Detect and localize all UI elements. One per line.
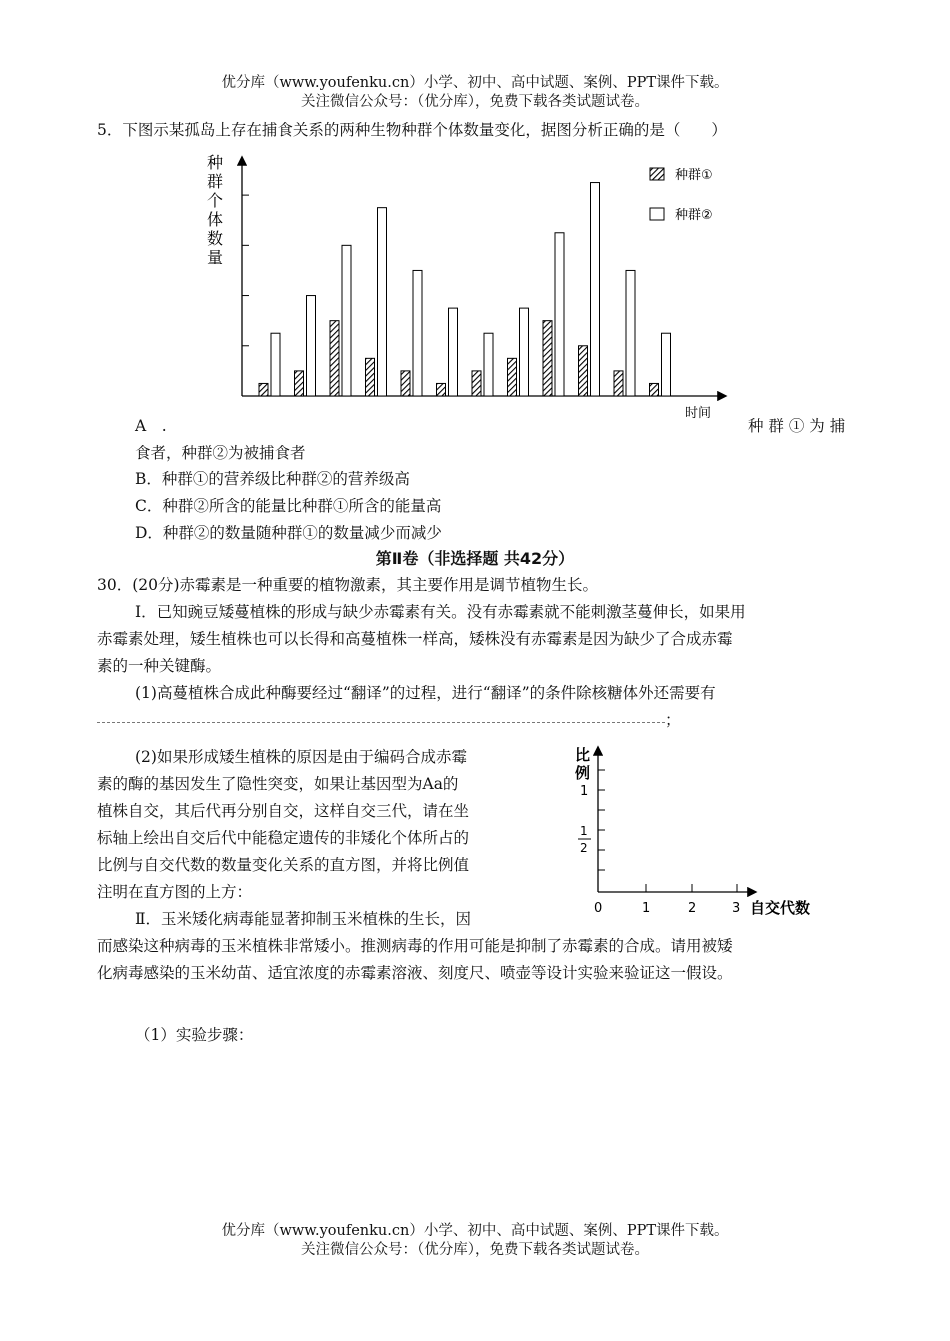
axis2-x-tick-0: 0: [594, 901, 603, 916]
legend-label-1: 种群①: [675, 168, 713, 183]
q30-sub2-line6: 注明在直方图的上方：: [97, 883, 253, 901]
legend-label-2: 种群②: [675, 208, 713, 223]
axis2-tick-half-num: 1: [580, 824, 588, 838]
bar-series2-5: [413, 270, 422, 396]
q30-part1-line2: 赤霉素处理，矮生植株也可以长得和高蔓植株一样高，矮株没有赤霉素是因为缺少了合成赤霉: [97, 630, 733, 648]
footer-line-2: 关注微信公众号：（优分库），免费下载各类试题试卷。: [301, 1242, 649, 1258]
axis2-ylabel-1: 比: [575, 746, 591, 764]
bar-series2-9: [555, 233, 564, 396]
q5-option-d: D．种群②的数量随种群①的数量减少而减少: [135, 524, 442, 542]
q30-sub2-line4: 标轴上绘出自交后代中能稳定遗传的非矮化个体所占的: [97, 829, 470, 847]
bar-series2-6: [449, 308, 458, 396]
bar-series2-3: [342, 245, 351, 396]
bar-series2-7: [484, 333, 493, 396]
bar-series1-10: [579, 346, 588, 396]
q30-sub1: (1)高蔓植株合成此种酶要经过“翻译”的过程，进行“翻译”的条件除核糖体外还需要有: [135, 684, 716, 702]
y-axis-label-char: 量: [207, 248, 224, 267]
axis2-tick-half-den: 2: [580, 841, 588, 855]
bar-series2-1: [271, 333, 280, 396]
axis2-x-tick-3: 3: [732, 901, 741, 916]
bar-series2-10: [591, 183, 600, 396]
q5-option-b: B．种群①的营养级比种群②的营养级高: [135, 470, 410, 488]
bar-series2-11: [626, 270, 635, 396]
legend-swatch-1: [650, 168, 664, 180]
axis2-ylabel-2: 例: [575, 764, 591, 782]
q30-part1-line3: 素的一种关键酶。: [97, 657, 222, 675]
q30-sub2-line3: 植株自交，其后代再分别自交，这样自交三代，请在坐: [97, 802, 470, 820]
q30-sub2-line5: 比例与自交代数的数量变化关系的直方图，并将比例值: [97, 856, 470, 874]
q30-stem: 30．(20分)赤霉素是一种重要的植物激素，其主要作用是调节植物生长。: [97, 576, 599, 594]
axis2-x-tick-1: 1: [642, 901, 651, 916]
q30-part2-line3: 化病毒感染的玉米幼苗、适宜浓度的赤霉素溶液、刻度尺、喷壶等设计实验来验证这一假设。: [97, 964, 733, 982]
y-axis-label-char: 种: [207, 153, 224, 172]
q5-option-a: A .: [135, 417, 167, 435]
footer-line-1: 优分库（www.youfenku.cn）小学、初中、高中试题、案例、PPT课件下载。: [221, 1223, 729, 1239]
y-axis-label-char: 个: [207, 191, 224, 210]
axis2-xlabel: 自交代数: [750, 899, 811, 917]
axis2-tick-1: 1: [580, 784, 589, 799]
bar-series1-3: [330, 321, 339, 396]
q30-sub2-line1: (2)如果形成矮生植株的原因是由于编码合成赤霉: [135, 748, 467, 766]
y-axis-label-char: 群: [207, 172, 224, 191]
bar-series2-12: [662, 333, 671, 396]
bar-series1-9: [543, 321, 552, 396]
bar-series1-2: [295, 371, 304, 396]
bar-series1-4: [366, 358, 375, 396]
bar-series2-2: [307, 296, 316, 396]
answer-blank-1[interactable]: [97, 722, 665, 723]
bar-series1-8: [508, 358, 517, 396]
legend-swatch-2: [650, 208, 664, 220]
section-2-title: 第Ⅱ卷（非选择题 共42分）: [375, 549, 575, 568]
x-axis-label: 时间: [685, 406, 712, 421]
q5-option-a-tail: 种 群 ① 为 捕: [748, 417, 846, 435]
y-axis-label-char: 体: [207, 210, 224, 229]
q5-option-a-cont: 食者，种群②为被捕食者: [135, 444, 306, 462]
bar-series2-4: [378, 208, 387, 396]
bar-series1-11: [614, 371, 623, 396]
y-axis-label-char: 数: [207, 229, 224, 248]
ratio-axes-chart[interactable]: [565, 740, 835, 920]
q5-option-c: C．种群②所含的能量比种群①所含的能量高: [135, 497, 442, 515]
bar-series1-7: [472, 371, 481, 396]
bar-series1-6: [437, 383, 446, 396]
bar-series1-1: [259, 383, 268, 396]
q30-steps-label: （1）实验步骤：: [135, 1026, 254, 1044]
q30-part2-line1: Ⅱ．玉米矮化病毒能显著抑制玉米植株的生长，因: [135, 910, 472, 928]
bar-series1-12: [650, 383, 659, 396]
population-chart: [195, 150, 755, 425]
q30-sub2-line2: 素的酶的基因发生了隐性突变，如果让基因型为Aa的: [97, 775, 459, 793]
header-line-1: 优分库（www.youfenku.cn）小学、初中、高中试题、案例、PPT课件下载。: [221, 75, 729, 91]
bar-series1-5: [401, 371, 410, 396]
header-line-2: 关注微信公众号：（优分库），免费下载各类试题试卷。: [301, 94, 649, 110]
q30-part1-line1: Ⅰ．已知豌豆矮蔓植株的形成与缺少赤霉素有关。没有赤霉素就不能刺激茎蔓伸长，如果用: [135, 603, 746, 621]
q5-stem: 5．下图示某孤岛上存在捕食关系的两种生物种群个体数量变化，据图分析正确的是（ ）: [97, 121, 727, 139]
y-axis-label: [207, 153, 223, 267]
q30-part2-line2: 而感染这种病毒的玉米植株非常矮小。推测病毒的作用可能是抑制了赤霉素的合成。请用被矮: [97, 937, 733, 955]
axis2-x-tick-2: 2: [688, 901, 697, 916]
bar-series2-8: [520, 308, 529, 396]
q30-sub1-end: ；: [665, 711, 681, 729]
